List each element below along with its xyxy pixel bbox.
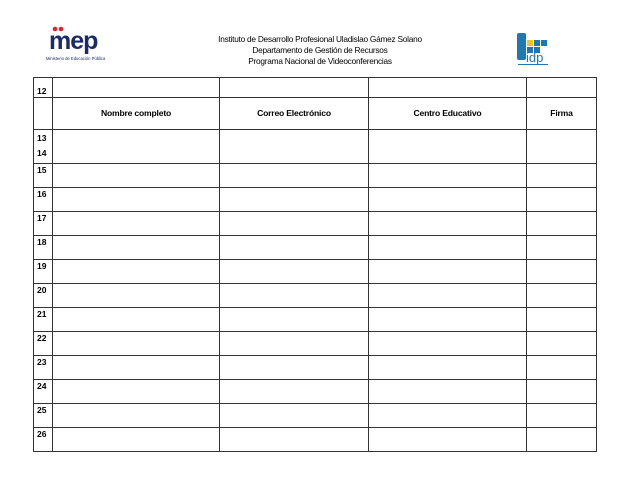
cell-name[interactable]: [53, 284, 220, 308]
cell-email[interactable]: [220, 260, 369, 284]
row-number: 25: [34, 404, 53, 428]
cell-signature[interactable]: [527, 130, 597, 164]
cell-school[interactable]: [369, 212, 527, 236]
cell-signature[interactable]: [527, 78, 597, 98]
cell-name[interactable]: [53, 428, 220, 452]
cell-name[interactable]: [53, 380, 220, 404]
row-number: 19: [34, 260, 53, 284]
column-header-name: Nombre completo: [53, 98, 220, 130]
cell-signature[interactable]: [527, 380, 597, 404]
table-row: [34, 236, 597, 260]
cell-name[interactable]: [53, 308, 220, 332]
cell-email[interactable]: [220, 164, 369, 188]
cell-email[interactable]: [220, 332, 369, 356]
table-row: [34, 284, 597, 308]
table-row: [34, 428, 597, 452]
cell-school[interactable]: [369, 284, 527, 308]
cell-email[interactable]: [220, 404, 369, 428]
cell-email[interactable]: [220, 284, 369, 308]
cell-name[interactable]: [53, 164, 220, 188]
header-line-1: Instituto de Desarrollo Profesional Uladislao Gámez Solano: [218, 34, 422, 44]
cell-name[interactable]: [53, 356, 220, 380]
mep-logo-text: mep: [49, 27, 98, 55]
table-row: [34, 356, 597, 380]
cell-school[interactable]: [369, 308, 527, 332]
idp-logo-icon: [514, 30, 570, 70]
table-row: [34, 380, 597, 404]
cell-school[interactable]: [369, 332, 527, 356]
cell-email[interactable]: [220, 130, 369, 164]
row-number: 15: [34, 164, 53, 188]
cell-signature[interactable]: [527, 260, 597, 284]
cell-name[interactable]: [53, 188, 220, 212]
row-number-14: 14: [37, 148, 47, 158]
column-header-signature: Firma: [527, 98, 597, 130]
row-number: [34, 130, 53, 164]
table-row-13-14: [34, 130, 597, 164]
row-number: 18: [34, 236, 53, 260]
header-line-3: Programa Nacional de Videoconferencias: [248, 56, 392, 66]
column-header-school: Centro Educativo: [369, 98, 527, 130]
cell-signature[interactable]: [527, 356, 597, 380]
cell-name[interactable]: [53, 78, 220, 98]
cell-name[interactable]: [53, 212, 220, 236]
header-number-cell: [34, 98, 53, 130]
table-row: [34, 308, 597, 332]
header-line-2: Departamento de Gestión de Recursos: [252, 45, 388, 55]
cell-school[interactable]: [369, 428, 527, 452]
cell-signature[interactable]: [527, 308, 597, 332]
cell-school[interactable]: [369, 356, 527, 380]
table-row: [34, 188, 597, 212]
cell-school[interactable]: [369, 78, 527, 98]
row-number: 12: [34, 78, 53, 98]
cell-signature[interactable]: [527, 284, 597, 308]
cell-name[interactable]: [53, 404, 220, 428]
cell-name[interactable]: [53, 332, 220, 356]
cell-email[interactable]: [220, 380, 369, 404]
cell-signature[interactable]: [527, 164, 597, 188]
cell-school[interactable]: [369, 236, 527, 260]
row-number-13: 13: [37, 133, 47, 143]
table-row: [34, 332, 597, 356]
table-row-12: [34, 78, 597, 98]
mep-logo-subtitle: Ministerio de Educación Pública: [46, 56, 106, 61]
table-row: [34, 404, 597, 428]
table-row: [34, 212, 597, 236]
row-number: 26: [34, 428, 53, 452]
row-number: 17: [34, 212, 53, 236]
row-number: 20: [34, 284, 53, 308]
cell-signature[interactable]: [527, 212, 597, 236]
cell-school[interactable]: [369, 380, 527, 404]
row-number: 16: [34, 188, 53, 212]
cell-signature[interactable]: [527, 188, 597, 212]
attendance-table: [33, 77, 596, 452]
mep-logo: [46, 26, 116, 62]
cell-school[interactable]: [369, 130, 527, 164]
column-header-email: Correo Electrónico: [220, 98, 369, 130]
cell-name[interactable]: [53, 236, 220, 260]
cell-name[interactable]: [53, 130, 220, 164]
cell-signature[interactable]: [527, 428, 597, 452]
cell-signature[interactable]: [527, 236, 597, 260]
cell-email[interactable]: [220, 212, 369, 236]
cell-school[interactable]: [369, 188, 527, 212]
cell-email[interactable]: [220, 356, 369, 380]
idp-logo-text: idp: [526, 50, 544, 65]
cell-school[interactable]: [369, 260, 527, 284]
table-header-row: [34, 98, 597, 130]
table-row: [34, 164, 597, 188]
cell-email[interactable]: [220, 428, 369, 452]
cell-name[interactable]: [53, 260, 220, 284]
row-number: 23: [34, 356, 53, 380]
idp-logo: [514, 30, 570, 70]
institution-header: [180, 34, 460, 67]
table-row: [34, 260, 597, 284]
cell-email[interactable]: [220, 236, 369, 260]
row-number: 22: [34, 332, 53, 356]
cell-signature[interactable]: [527, 332, 597, 356]
row-number: 24: [34, 380, 53, 404]
cell-email[interactable]: [220, 308, 369, 332]
cell-school[interactable]: [369, 164, 527, 188]
cell-signature[interactable]: [527, 404, 597, 428]
cell-email[interactable]: [220, 78, 369, 98]
row-number: 21: [34, 308, 53, 332]
cell-email[interactable]: [220, 188, 369, 212]
cell-school[interactable]: [369, 404, 527, 428]
